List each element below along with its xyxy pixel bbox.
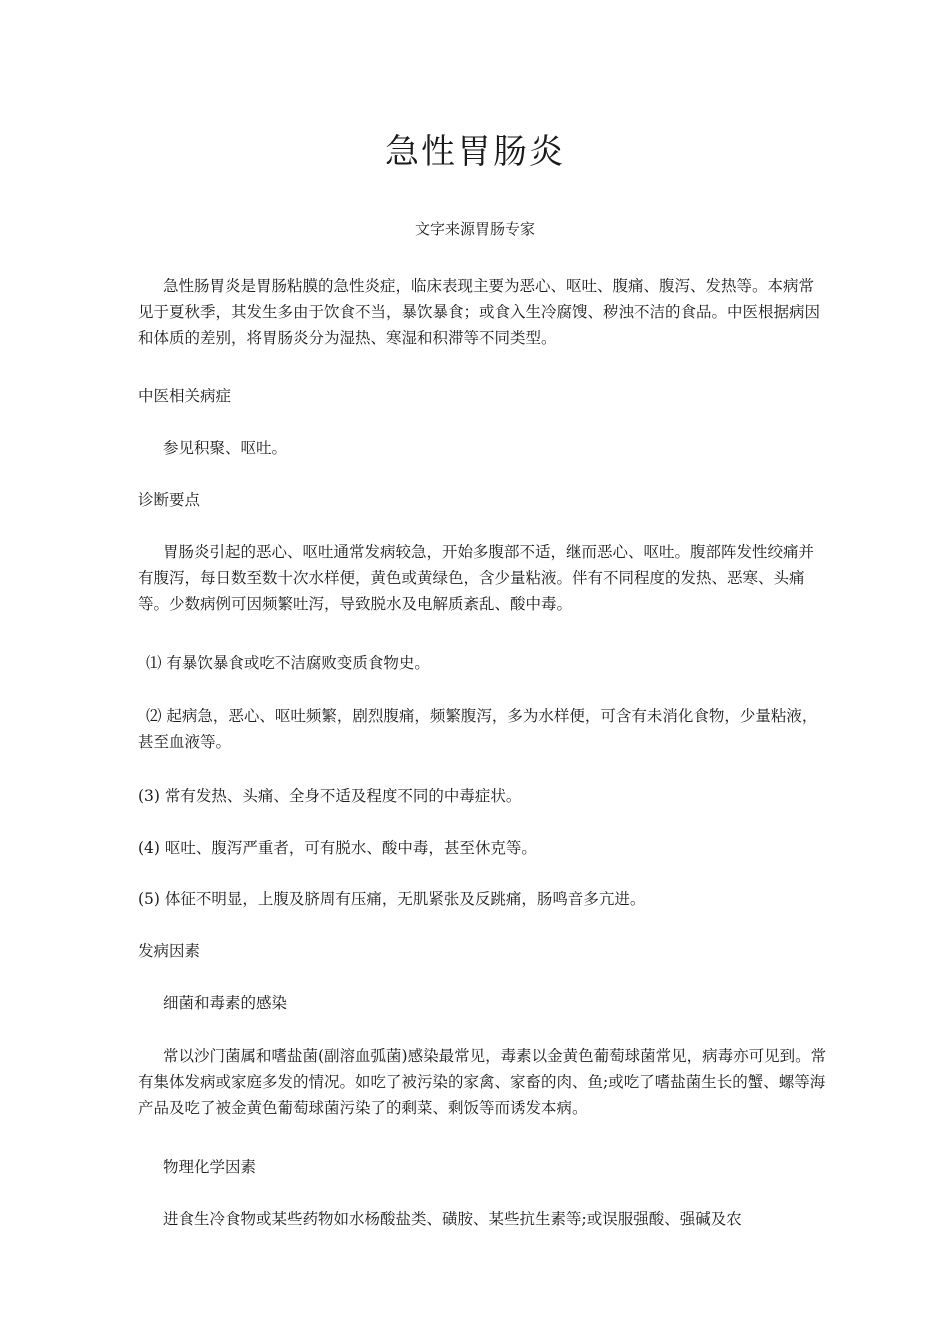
subheading-physical-chemical: 物理化学因素 (163, 1158, 257, 1176)
section-heading-diagnosis: 诊断要点 (138, 491, 201, 509)
section-heading-tcm: 中医相关病症 (138, 387, 232, 405)
intro-paragraph: 急性肠胃炎是胃肠粘膜的急性炎症，临床表现主要为恶心、呕吐、腹痛、腹泻、发热等。本病常见于夏秋季，其发生多由于饮食不当，暴饮暴食；或食入生冷腐馊、秽浊不洁的食品。中医根据病因和体质的差别，将胃肠炎分为湿热、寒湿和积滞等不同类型。 (138, 277, 821, 347)
diagnosis-paragraph: 胃肠炎引起的恶心、呕吐通常发病较急，开始多腹部不适，继而恶心、呕吐。腹部阵发性绞痛并有腹泻，每日数至数十次水样便，黄色或黄绿色，含少量粘液。伴有不同程度的发热、恶寒、头痛等。少数病例可因频繁吐泻，导致脱水及电解质紊乱、酸中毒。 (138, 543, 815, 613)
section-heading-causes: 发病因素 (138, 942, 201, 960)
physical-chemical-paragraph: 进食生冷食物或某些药物如水杨酸盐类、磺胺、某些抗生素等;或误服强酸、强碱及农 (163, 1210, 742, 1228)
diagnosis-item-3: (3) 常有发热、头痛、全身不适及程度不同的中毒症状。 (138, 787, 522, 805)
tcm-paragraph: 参见积聚、呕吐。 (163, 439, 288, 457)
document-subtitle: 文字来源胃肠专家 (414, 220, 535, 238)
subheading-bacteria: 细菌和毒素的感染 (163, 994, 288, 1012)
diagnosis-item-1: ⑴ 有暴饮暴食或吃不洁腐败变质食物史。 (146, 654, 430, 672)
diagnosis-item-2: ⑵ 起病急，恶心、呕吐频繁，剧烈腹痛，频繁腹泻，多为水样便，可含有未消化食物，少量粘液，甚至血液等。 (138, 707, 818, 751)
document-title: 急性胃肠炎 (385, 132, 565, 172)
diagnosis-item-4: (4) 呕吐、腹泻严重者，可有脱水、酸中毒，甚至休克等。 (138, 839, 537, 857)
diagnosis-item-5: (5) 体征不明显，上腹及脐周有压痛，无肌紧张及反跳痛，肠鸣音多亢进。 (138, 890, 646, 908)
bacteria-paragraph: 常以沙门菌属和嗜盐菌(副溶血弧菌)感染最常见，毒素以金黄色葡萄球菌常见，病毒亦可见到。常有集体发病或家庭多发的情况。如吃了被污染的家禽、家畜的肉、鱼;或吃了嗜盐菌生长的蟹、螺等海产品及吃了被金黄色葡萄球菌污染了的剩菜、剩饭等而诱发本病。 (138, 1047, 827, 1117)
